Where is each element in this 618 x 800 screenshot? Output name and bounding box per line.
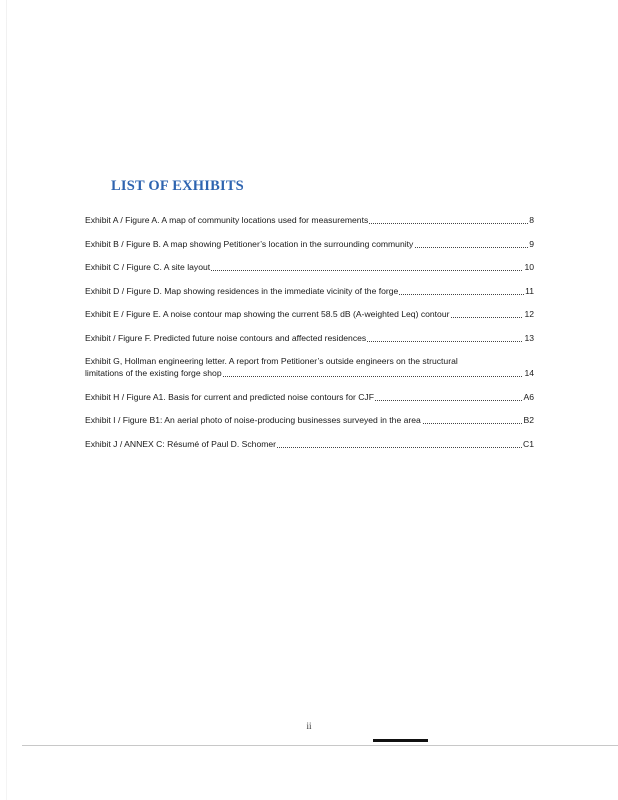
exhibit-entry-a [85, 214, 534, 226]
exhibit-entry-b [85, 238, 534, 250]
exhibit-label-line2-row [85, 367, 534, 379]
exhibit-entry-e [85, 308, 534, 320]
exhibit-page-number: A6 [523, 391, 534, 402]
exhibit-entry-j [85, 438, 534, 450]
exhibit-page-number: 9 [529, 238, 534, 249]
exhibit-page-number: B2 [523, 415, 534, 425]
exhibit-page-number: 13 [524, 332, 534, 343]
exhibit-label: Exhibit / Figure F. Predicted future noise contours and affected residences [85, 332, 367, 343]
exhibit-label: Exhibit A / Figure A. A map of community locations used for measurements [85, 215, 369, 225]
exhibit-label: Exhibit I / Figure B1: An aerial photo of noise-producing businesses surveyed in the area [85, 415, 421, 425]
exhibit-label: Exhibit H / Figure A1. Basis for current and predicted noise contours for CJF [85, 391, 374, 402]
scan-edge-shadow [6, 0, 7, 800]
exhibit-entry-g [85, 355, 534, 379]
footer-rule-light [22, 745, 618, 746]
exhibit-page-number: 10 [524, 262, 534, 272]
exhibit-label: Exhibit D / Figure D. Map showing residences in the immediate vicinity of the forge [85, 285, 399, 296]
footer-rule-dark [373, 739, 428, 742]
exhibit-page-number: 12 [524, 309, 534, 319]
exhibit-label-line2: limitations of the existing forge shop [85, 368, 222, 378]
page-title: LIST OF EXHIBITS [111, 178, 244, 194]
exhibit-entry-i [85, 414, 534, 426]
exhibit-page-number: 11 [525, 285, 534, 296]
exhibit-entry-c [85, 261, 534, 273]
exhibit-label: Exhibit E / Figure E. A noise contour map showing the current 58.5 dB (A-weighted Leq) contour [85, 309, 450, 319]
exhibit-label: Exhibit J / ANNEX C: Résumé of Paul D. Schomer [85, 438, 277, 449]
exhibit-entry-h [85, 391, 534, 403]
exhibit-page-number: 14 [524, 368, 534, 378]
exhibit-page-number: 8 [529, 215, 534, 225]
exhibit-entry-d [85, 285, 534, 297]
exhibit-label-line1: Exhibit G, Hollman engineering letter. A report from Petitioner’s outside engineers on the structural [85, 356, 458, 366]
exhibit-entry-f [85, 332, 534, 344]
exhibit-label: Exhibit B / Figure B. A map showing Petitioner’s location in the surrounding community [85, 238, 414, 249]
exhibit-page-number: C1 [523, 438, 534, 449]
exhibit-label: Exhibit C / Figure C. A site layout [85, 262, 211, 272]
exhibit-list [85, 214, 534, 461]
page-number-footer: ii [306, 721, 312, 731]
